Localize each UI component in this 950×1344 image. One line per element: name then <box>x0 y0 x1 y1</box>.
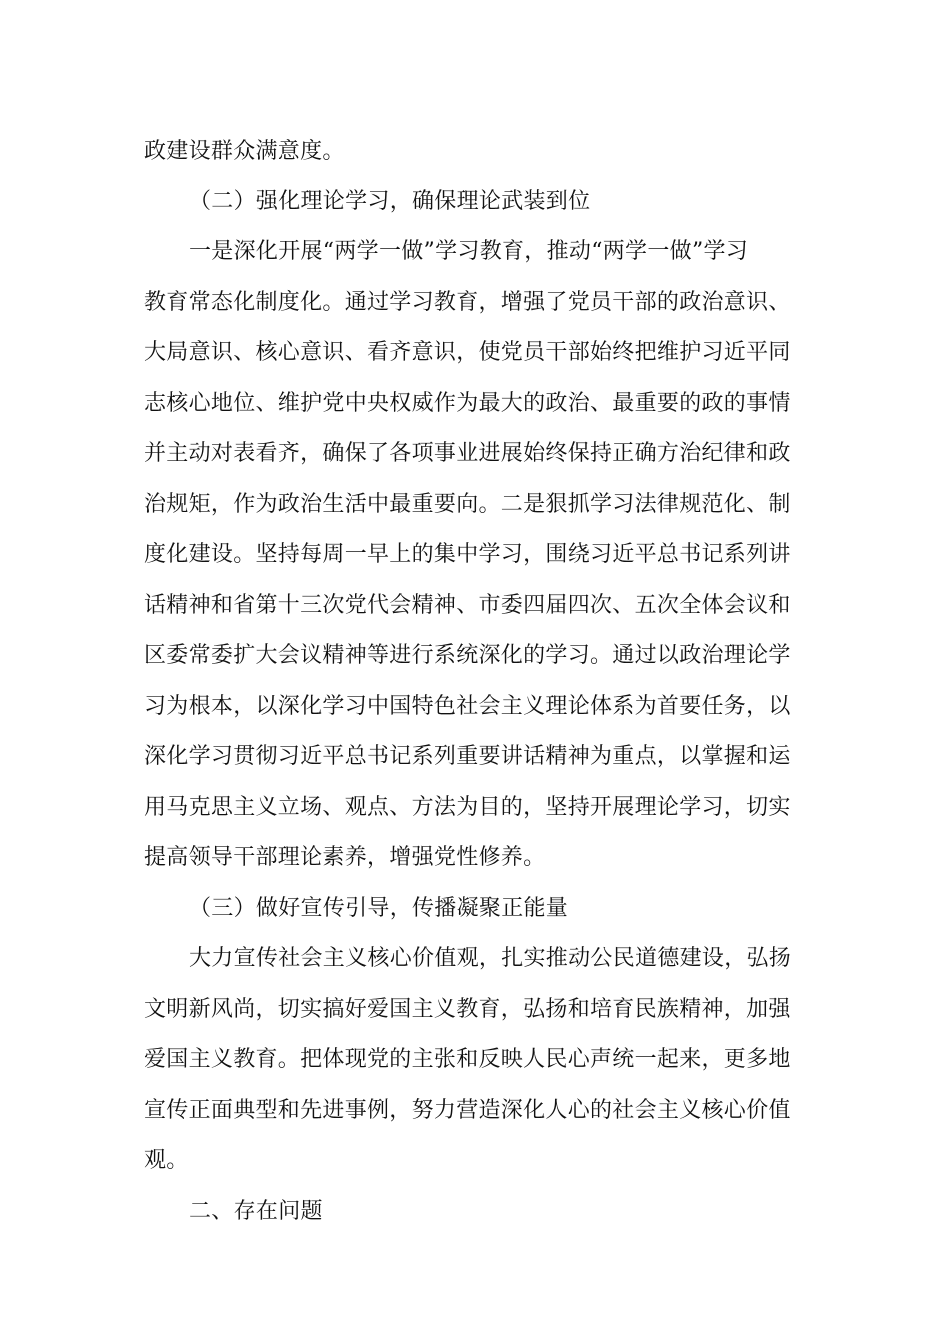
paragraph-line: 大力宣传社会主义核心价值观，扎实推动公民道德建设，弘扬 <box>189 946 792 971</box>
paragraph-line: 观。 <box>144 1148 189 1173</box>
paragraph-line: 治规矩，作为政治生活中最重要向。二是狠抓学习法律规范化、制 <box>144 492 791 517</box>
paragraph-line: 话精神和省第十三次党代会精神、市委四届四次、五次全体会议和 <box>144 593 791 618</box>
paragraph-line: 用马克思主义立场、观点、方法为目的，坚持开展理论学习，切实 <box>144 795 791 820</box>
section-heading-problems: 二、存在问题 <box>189 1199 323 1224</box>
paragraph-line: 并主动对表看齐，确保了各项事业进展始终保持正确方治纪律和政 <box>144 441 791 466</box>
paragraph-line: 度化建设。坚持每周一早上的集中学习，围绕习近平总书记系列讲 <box>144 542 791 567</box>
paragraph-line: 深化学习贯彻习近平总书记系列重要讲话精神为重点，以掌握和运 <box>144 744 791 769</box>
paragraph-line: 文明新风尚，切实搞好爱国主义教育，弘扬和培育民族精神，加强 <box>144 997 791 1022</box>
paragraph-line: 宣传正面典型和先进事例，努力营造深化人心的社会主义核心价值 <box>144 1098 791 1123</box>
paragraph-line: 教育常态化制度化。通过学习教育，增强了党员干部的政治意识、 <box>144 290 791 315</box>
paragraph-line: 大局意识、核心意识、看齐意识，使党员干部始终把维护习近平同 <box>144 340 791 365</box>
paragraph-line: 志核心地位、维护党中央权威作为最大的政治、最重要的政的事情 <box>144 391 791 416</box>
paragraph-line: 一是深化开展“两学一做”学习教育，推动“两学一做”学习 <box>189 239 749 264</box>
paragraph-line: 区委常委扩大会议精神等进行系统深化的学习。通过以政治理论学 <box>144 643 791 668</box>
paragraph-line: 提高领导干部理论素养，增强党性修养。 <box>144 845 546 870</box>
section-heading-2: （二）强化理论学习，确保理论武装到位 <box>189 189 591 214</box>
paragraph-line: 习为根本，以深化学习中国特色社会主义理论体系为首要任务，以 <box>144 694 791 719</box>
paragraph-continuation: 政建设群众满意度。 <box>144 139 345 164</box>
paragraph-line: 爱国主义教育。把体现党的主张和反映人民心声统一起来，更多地 <box>144 1047 791 1072</box>
section-heading-3: （三）做好宣传引导，传播凝聚正能量 <box>189 896 569 921</box>
